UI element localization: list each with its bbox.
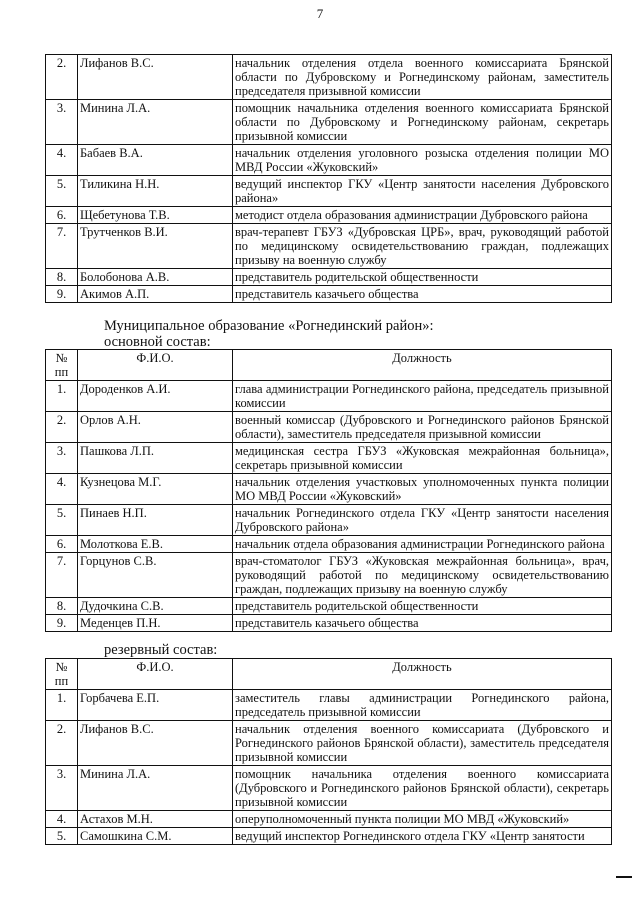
row-number: 7. [46,553,78,598]
member-name: Болобонова А.В. [78,269,233,286]
member-position: врач-терапевт ГБУЗ «Дубровская ЦРБ», врач, руководящий работой по медицинскому освидетельствованию граждан, подлежащих призыву на военную службу [233,224,612,269]
row-number: 2. [46,721,78,766]
member-position: представитель родительской общественности [233,269,612,286]
row-number: 2. [46,412,78,443]
section-subtitle-reserve: резервный состав: [104,642,218,658]
table-row [46,828,612,845]
member-position: ведущий инспектор Рогнединского отдела ГКУ «Центр занятости [233,828,612,845]
member-name: Лифанов В.С. [78,721,233,766]
member-position: начальник отделения уголовного розыска отделения полиции МО МВД России «Жуковский» [233,145,612,176]
member-position: представитель родительской общественности [233,598,612,615]
member-position: помощник начальника отделения военного комиссариата (Дубровского и Рогнединского районов Брянской области), секретарь призывной комиссии [233,766,612,811]
table-header-row [46,659,612,690]
row-number: 8. [46,598,78,615]
member-position: представитель казачьего общества [233,286,612,303]
column-header-number: № пп [46,659,78,690]
member-position: начальник отделения военного комиссариата (Дубровского и Рогнединского районов Брянской области), заместитель председателя призывной комиссии [233,721,612,766]
member-name: Меденцев П.Н. [78,615,233,632]
member-name: Щебетунова Т.В. [78,207,233,224]
table-row [46,615,612,632]
member-name: Молоткова Е.В. [78,536,233,553]
section-subtitle-main: основной состав: [104,334,211,350]
member-name: Горцунов С.В. [78,553,233,598]
table-row [46,598,612,615]
column-header-position: Должность [233,350,612,381]
row-number: 5. [46,176,78,207]
member-name: Горбачева Е.П. [78,690,233,721]
member-name: Лифанов В.С. [78,55,233,100]
member-name: Пинаев Н.П. [78,505,233,536]
member-name: Астахов М.Н. [78,811,233,828]
member-name: Дудочкина С.В. [78,598,233,615]
table-row [46,224,612,269]
member-position: начальник Рогнединского отдела ГКУ «Центр занятости населения Дубровского района» [233,505,612,536]
page-number: 7 [316,6,324,21]
row-number: 4. [46,474,78,505]
member-position: ведущий инспектор ГКУ «Центр занятости населения Дубровского района» [233,176,612,207]
table-row [46,690,612,721]
member-position: методист отдела образования администрации Дубровского района [233,207,612,224]
section-title: Муниципальное образование «Рогнединский район»: [104,318,434,334]
column-header-position: Должность [233,659,612,690]
member-name: Бабаев В.А. [78,145,233,176]
table-header-row [46,350,612,381]
column-header-name: Ф.И.О. [78,659,233,690]
row-number: 3. [46,766,78,811]
table-row [46,553,612,598]
row-number: 2. [46,55,78,100]
row-number: 5. [46,505,78,536]
member-position: медицинская сестра ГБУЗ «Жуковская межрайонная больница», секретарь призывной комиссии [233,443,612,474]
table-row [46,474,612,505]
member-name: Орлов А.Н. [78,412,233,443]
row-number: 6. [46,536,78,553]
row-number: 3. [46,443,78,474]
member-position: оперуполномоченный пункта полиции МО МВД «Жуковский» [233,811,612,828]
table-row [46,207,612,224]
table-row [46,100,612,145]
row-number: 5. [46,828,78,845]
table-row [46,412,612,443]
row-number: 6. [46,207,78,224]
member-position: помощник начальника отделения военного комиссариата Брянской области по Дубровскому и Рогнединскому районам, секретарь призывной комиссии [233,100,612,145]
table-row [46,269,612,286]
row-number: 9. [46,615,78,632]
table-row [46,721,612,766]
table-body [46,55,612,303]
table-row [46,381,612,412]
table-row [46,536,612,553]
member-name: Акимов А.П. [78,286,233,303]
column-header-number: № пп [46,350,78,381]
row-number: 4. [46,811,78,828]
member-position: глава администрации Рогнединского района, председатель призывной комиссии [233,381,612,412]
member-name: Трутченков В.И. [78,224,233,269]
row-number: 3. [46,100,78,145]
member-name: Минина Л.А. [78,100,233,145]
member-position: врач-стоматолог ГБУЗ «Жуковская межрайонная больница», врач, руководящий работой по медицинскому освидетельствованию граждан, подлежащих призыву на военную службу [233,553,612,598]
member-name: Минина Л.А. [78,766,233,811]
table-row [46,145,612,176]
member-name: Самошкина С.М. [78,828,233,845]
member-position: заместитель главы администрации Рогнединского района, председатель призывной комиссии [233,690,612,721]
row-number: 7. [46,224,78,269]
margin-dash-mark [616,876,632,878]
main-members-table [45,349,612,632]
members-table-continued [45,54,612,303]
row-number: 1. [46,381,78,412]
member-name: Пашкова Л.П. [78,443,233,474]
reserve-members-table [45,658,612,845]
table-row [46,443,612,474]
member-position: начальник отдела образования администрации Рогнединского района [233,536,612,553]
table-body [46,381,612,632]
row-number: 1. [46,690,78,721]
member-position: военный комиссар (Дубровского и Рогнединского районов Брянской области), заместитель председателя призывной комиссии [233,412,612,443]
table-row [46,811,612,828]
table-row [46,505,612,536]
member-name: Тиликина Н.Н. [78,176,233,207]
table-row [46,176,612,207]
column-header-name: Ф.И.О. [78,350,233,381]
member-position: начальник отделения отдела военного комиссариата Брянской области по Дубровскому и Рогнединскому районам, заместитель председателя призывной комиссии [233,55,612,100]
table-body [46,690,612,845]
table-row [46,55,612,100]
row-number: 8. [46,269,78,286]
row-number: 4. [46,145,78,176]
member-position: начальник отделения участковых уполномоченных пункта полиции МО МВД России «Жуковский» [233,474,612,505]
table-row [46,286,612,303]
member-name: Дороденков А.И. [78,381,233,412]
member-name: Кузнецова М.Г. [78,474,233,505]
table-row [46,766,612,811]
row-number: 9. [46,286,78,303]
member-position: представитель казачьего общества [233,615,612,632]
